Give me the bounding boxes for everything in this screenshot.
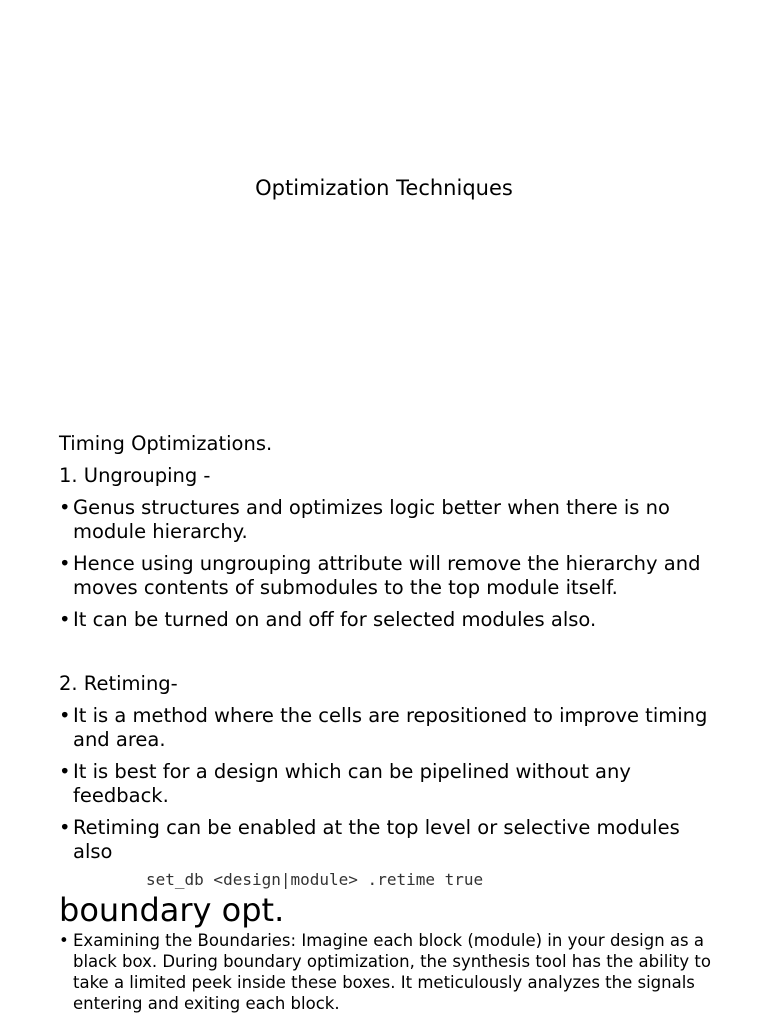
- list-item: • It is a method where the cells are repositioned to improve timing and area.: [59, 704, 719, 752]
- list-item: • It is best for a design which can be pipelined without any feedback.: [59, 760, 719, 808]
- list-item: • It can be turned on and off for selected modules also.: [59, 608, 719, 632]
- retiming-bullet-list: [59, 704, 719, 864]
- list-item: • Retiming can be enabled at the top level or selective modules also: [59, 816, 719, 864]
- timing-heading: Timing Optimizations.: [59, 432, 273, 455]
- retime-code-snippet: set_db <design|module> .retime true: [146, 870, 484, 889]
- list-item: • Examining the Boundaries: Imagine each block (module) in your design as a black box. During boundary optimization, the synthesis tool has the ability to take a limited peek inside these boxes. It meticulously analyzes the signals entering and exiting each block.: [59, 930, 719, 1014]
- list-item: • Hence using ungrouping attribute will remove the hierarchy and moves contents of submodules to the top module itself.: [59, 552, 719, 600]
- boundary-bullet-list: [59, 930, 719, 1014]
- retiming-heading: 2. Retiming-: [59, 672, 178, 695]
- list-item: • Genus structures and optimizes logic better when there is no module hierarchy.: [59, 496, 719, 544]
- timing-optimizations-section: [59, 432, 719, 890]
- slide-title: Optimization Techniques: [255, 176, 513, 200]
- section-spacer: [59, 640, 719, 672]
- boundary-opt-section: [59, 892, 719, 1024]
- ungrouping-bullet-list: [59, 496, 719, 632]
- ungrouping-heading: 1. Ungrouping -: [59, 464, 211, 487]
- boundary-heading: boundary opt.: [59, 891, 285, 929]
